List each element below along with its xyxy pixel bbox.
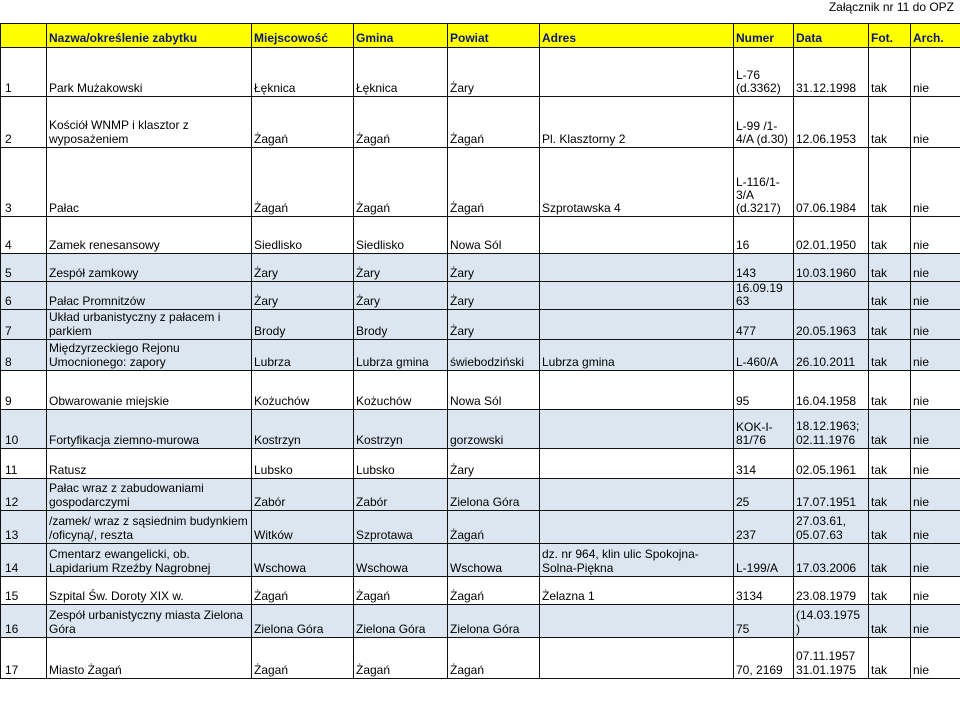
cell-arch: nie (911, 48, 960, 97)
cell-nazwa: Miasto Żagań (47, 638, 252, 679)
cell-nazwa: Obwarowanie miejskie (47, 371, 252, 410)
attachment-note: Załącznik nr 11 do OPZ (828, 0, 954, 14)
cell-arch: nie (911, 410, 960, 449)
cell-miejscowosc: Żagań (252, 148, 354, 217)
table-row (1, 410, 960, 449)
cell-arch: nie (911, 479, 960, 511)
cell-numer: 70, 2169 (734, 638, 794, 679)
cell-data: 12.06.1953 (794, 97, 869, 148)
cell-arch: nie (911, 511, 960, 544)
cell-gmina: Brody (354, 310, 448, 340)
cell-fot: tak (869, 217, 911, 254)
monuments-table (0, 23, 960, 679)
cell-fot: tak (869, 340, 911, 371)
cell-nr: 1 (1, 48, 47, 97)
cell-nazwa: Pałac wraz z zabudowaniami gospodarczymi (47, 479, 252, 511)
cell-data (794, 282, 869, 310)
cell-arch: nie (911, 254, 960, 282)
cell-powiat: Żary (448, 449, 540, 479)
cell-nr: 11 (1, 449, 47, 479)
cell-nazwa: Szpital Św. Doroty XIX w. (47, 577, 252, 605)
cell-gmina: Łęknica (354, 48, 448, 97)
header-gmina: Gmina (354, 24, 448, 48)
cell-fot: tak (869, 254, 911, 282)
cell-miejscowosc: Zielona Góra (252, 605, 354, 638)
cell-gmina: Żagań (354, 577, 448, 605)
cell-nr: 14 (1, 544, 47, 577)
cell-numer: KOK-I-81/76 (734, 410, 794, 449)
cell-powiat: Żary (448, 48, 540, 97)
table-row (1, 148, 960, 217)
header-nazwa: Nazwa/określenie zabytku (47, 24, 252, 48)
cell-fot: tak (869, 97, 911, 148)
cell-fot: tak (869, 577, 911, 605)
cell-miejscowosc: Kożuchów (252, 371, 354, 410)
cell-gmina: Kożuchów (354, 371, 448, 410)
cell-adres (540, 254, 734, 282)
cell-numer: 237 (734, 511, 794, 544)
cell-numer: L-199/A (734, 544, 794, 577)
cell-miejscowosc: Kostrzyn (252, 410, 354, 449)
cell-data: 17.03.2006 (794, 544, 869, 577)
cell-nazwa: Zamek renesansowy (47, 217, 252, 254)
cell-nazwa: Pałac (47, 148, 252, 217)
cell-nazwa: Układ urbanistyczny z pałacem i parkiem (47, 310, 252, 340)
cell-data: (14.03.1975 ) (794, 605, 869, 638)
cell-adres (540, 282, 734, 310)
table-row (1, 544, 960, 577)
cell-numer: 25 (734, 479, 794, 511)
cell-powiat: Żagań (448, 511, 540, 544)
header-data: Data (794, 24, 869, 48)
cell-nr: 12 (1, 479, 47, 511)
cell-fot: tak (869, 479, 911, 511)
cell-fot: tak (869, 449, 911, 479)
cell-numer: L-76 (d.3362) (734, 48, 794, 97)
header-adres: Adres (540, 24, 734, 48)
cell-nr: 15 (1, 577, 47, 605)
cell-nr: 5 (1, 254, 47, 282)
cell-fot: tak (869, 638, 911, 679)
cell-fot: tak (869, 148, 911, 217)
cell-gmina: Żary (354, 254, 448, 282)
cell-numer: 16 (734, 217, 794, 254)
cell-powiat: Żagań (448, 97, 540, 148)
cell-powiat: gorzowski (448, 410, 540, 449)
cell-nazwa: Zespół zamkowy (47, 254, 252, 282)
header-numer: Numer (734, 24, 794, 48)
cell-nazwa: Pałac Promnitzów (47, 282, 252, 310)
cell-numer: L-116/1-3/A (d.3217) (734, 148, 794, 217)
cell-adres: Szprotawska 4 (540, 148, 734, 217)
cell-nr: 3 (1, 148, 47, 217)
table-row (1, 479, 960, 511)
cell-data: 31.12.1998 (794, 48, 869, 97)
cell-nr: 13 (1, 511, 47, 544)
cell-data: 02.05.1961 (794, 449, 869, 479)
cell-numer: 95 (734, 371, 794, 410)
table-row (1, 511, 960, 544)
cell-numer: 75 (734, 605, 794, 638)
cell-adres (540, 410, 734, 449)
cell-powiat: Nowa Sól (448, 371, 540, 410)
cell-arch: nie (911, 371, 960, 410)
cell-powiat: Wschowa (448, 544, 540, 577)
cell-miejscowosc: Brody (252, 310, 354, 340)
cell-arch: nie (911, 310, 960, 340)
header-nr (1, 24, 47, 48)
cell-data: 10.03.1960 (794, 254, 869, 282)
cell-adres (540, 638, 734, 679)
cell-nr: 6 (1, 282, 47, 310)
cell-adres (540, 605, 734, 638)
cell-adres (540, 511, 734, 544)
cell-nazwa: Międzyrzeckiego Rejonu Umocnionego: zapory (47, 340, 252, 371)
cell-powiat: Żary (448, 310, 540, 340)
cell-gmina: Wschowa (354, 544, 448, 577)
cell-adres: Lubrza gmina (540, 340, 734, 371)
table-row (1, 97, 960, 148)
cell-miejscowosc: Łęknica (252, 48, 354, 97)
cell-arch: nie (911, 217, 960, 254)
cell-nr: 16 (1, 605, 47, 638)
cell-miejscowosc: Żary (252, 254, 354, 282)
cell-nr: 4 (1, 217, 47, 254)
cell-numer: 3134 (734, 577, 794, 605)
table-row (1, 605, 960, 638)
cell-fot: tak (869, 48, 911, 97)
cell-data: 20.05.1963 (794, 310, 869, 340)
cell-adres (540, 310, 734, 340)
cell-powiat: Żary (448, 254, 540, 282)
cell-nazwa: Fortyfikacja ziemno-murowa (47, 410, 252, 449)
table-row (1, 282, 960, 310)
cell-miejscowosc: Siedlisko (252, 217, 354, 254)
cell-powiat: Zielona Góra (448, 479, 540, 511)
table-row (1, 340, 960, 371)
cell-data: 17.07.1951 (794, 479, 869, 511)
cell-powiat: Żary (448, 282, 540, 310)
table-header-row (1, 24, 960, 48)
cell-gmina: Lubsko (354, 449, 448, 479)
cell-nr: 9 (1, 371, 47, 410)
cell-adres (540, 479, 734, 511)
cell-nazwa: Zespół urbanistyczny miasta Zielona Góra (47, 605, 252, 638)
cell-arch: nie (911, 577, 960, 605)
cell-numer: 477 (734, 310, 794, 340)
cell-miejscowosc: Lubsko (252, 449, 354, 479)
cell-gmina: Żagań (354, 148, 448, 217)
cell-numer: 143 (734, 254, 794, 282)
cell-nr: 8 (1, 340, 47, 371)
cell-gmina: Żary (354, 282, 448, 310)
cell-nr: 17 (1, 638, 47, 679)
cell-numer: 16.09.19 63 (734, 282, 794, 310)
cell-gmina: Siedlisko (354, 217, 448, 254)
cell-gmina: Kostrzyn (354, 410, 448, 449)
cell-nazwa: Kościół WNMP i klasztor z wyposażeniem (47, 97, 252, 148)
cell-nazwa: Ratusz (47, 449, 252, 479)
header-fot: Fot. (869, 24, 911, 48)
cell-arch: nie (911, 544, 960, 577)
header-miejscowosc: Miejscowość (252, 24, 354, 48)
cell-data: 16.04.1958 (794, 371, 869, 410)
cell-miejscowosc: Zabór (252, 479, 354, 511)
cell-miejscowosc: Żagań (252, 97, 354, 148)
cell-nr: 10 (1, 410, 47, 449)
cell-arch: nie (911, 148, 960, 217)
cell-powiat: Żagań (448, 638, 540, 679)
cell-data: 07.06.1984 (794, 148, 869, 217)
header-arch: Arch. (911, 24, 960, 48)
cell-fot: tak (869, 511, 911, 544)
cell-adres: Pl. Klasztorny 2 (540, 97, 734, 148)
cell-miejscowosc: Witków (252, 511, 354, 544)
cell-data: 18.12.1963; 02.11.1976 (794, 410, 869, 449)
cell-data: 27.03.61, 05.07.63 (794, 511, 869, 544)
cell-miejscowosc: Żary (252, 282, 354, 310)
cell-gmina: Zielona Góra (354, 605, 448, 638)
cell-powiat: Żagań (448, 148, 540, 217)
cell-nazwa: Park Mużakowski (47, 48, 252, 97)
cell-arch: nie (911, 340, 960, 371)
cell-nazwa: /zamek/ wraz z sąsiednim budynkiem /oficyną/, reszta (47, 511, 252, 544)
cell-nazwa: Cmentarz ewangelicki, ob. Lapidarium Rzeźby Nagrobnej (47, 544, 252, 577)
header-powiat: Powiat (448, 24, 540, 48)
cell-adres (540, 371, 734, 410)
cell-gmina: Lubrza gmina (354, 340, 448, 371)
table-row (1, 577, 960, 605)
cell-gmina: Zabór (354, 479, 448, 511)
cell-adres: dz. nr 964, klin ulic Spokojna-Solna-Piękna (540, 544, 734, 577)
cell-adres (540, 449, 734, 479)
cell-arch: nie (911, 605, 960, 638)
cell-nr: 2 (1, 97, 47, 148)
cell-gmina: Żagań (354, 97, 448, 148)
cell-data: 23.08.1979 (794, 577, 869, 605)
cell-numer: 314 (734, 449, 794, 479)
table-row (1, 254, 960, 282)
table-row (1, 371, 960, 410)
cell-nr: 7 (1, 310, 47, 340)
cell-arch: nie (911, 449, 960, 479)
cell-numer: L-460/A (734, 340, 794, 371)
cell-data: 26.10.2011 (794, 340, 869, 371)
cell-numer: L-99 /1-4/A (d.30) (734, 97, 794, 148)
cell-arch: nie (911, 282, 960, 310)
cell-miejscowosc: Lubrza (252, 340, 354, 371)
cell-arch: nie (911, 97, 960, 148)
cell-fot: tak (869, 282, 911, 310)
cell-adres: Żelazna 1 (540, 577, 734, 605)
table-row (1, 449, 960, 479)
cell-fot: tak (869, 544, 911, 577)
cell-arch: nie (911, 638, 960, 679)
cell-miejscowosc: Żagań (252, 638, 354, 679)
cell-data: 07.11.1957 31.01.1975 (794, 638, 869, 679)
cell-data: 02.01.1950 (794, 217, 869, 254)
cell-gmina: Szprotawa (354, 511, 448, 544)
cell-adres (540, 217, 734, 254)
cell-adres (540, 48, 734, 97)
table-row (1, 48, 960, 97)
cell-miejscowosc: Żagań (252, 577, 354, 605)
table-row (1, 638, 960, 679)
cell-powiat: świebodziński (448, 340, 540, 371)
cell-gmina: Żagań (354, 638, 448, 679)
cell-powiat: Nowa Sól (448, 217, 540, 254)
table-row (1, 217, 960, 254)
cell-fot: tak (869, 310, 911, 340)
cell-fot: tak (869, 605, 911, 638)
cell-miejscowosc: Wschowa (252, 544, 354, 577)
cell-fot: tak (869, 410, 911, 449)
cell-powiat: Zielona Góra (448, 605, 540, 638)
cell-fot: tak (869, 371, 911, 410)
cell-powiat: Żagań (448, 577, 540, 605)
table-row (1, 310, 960, 340)
